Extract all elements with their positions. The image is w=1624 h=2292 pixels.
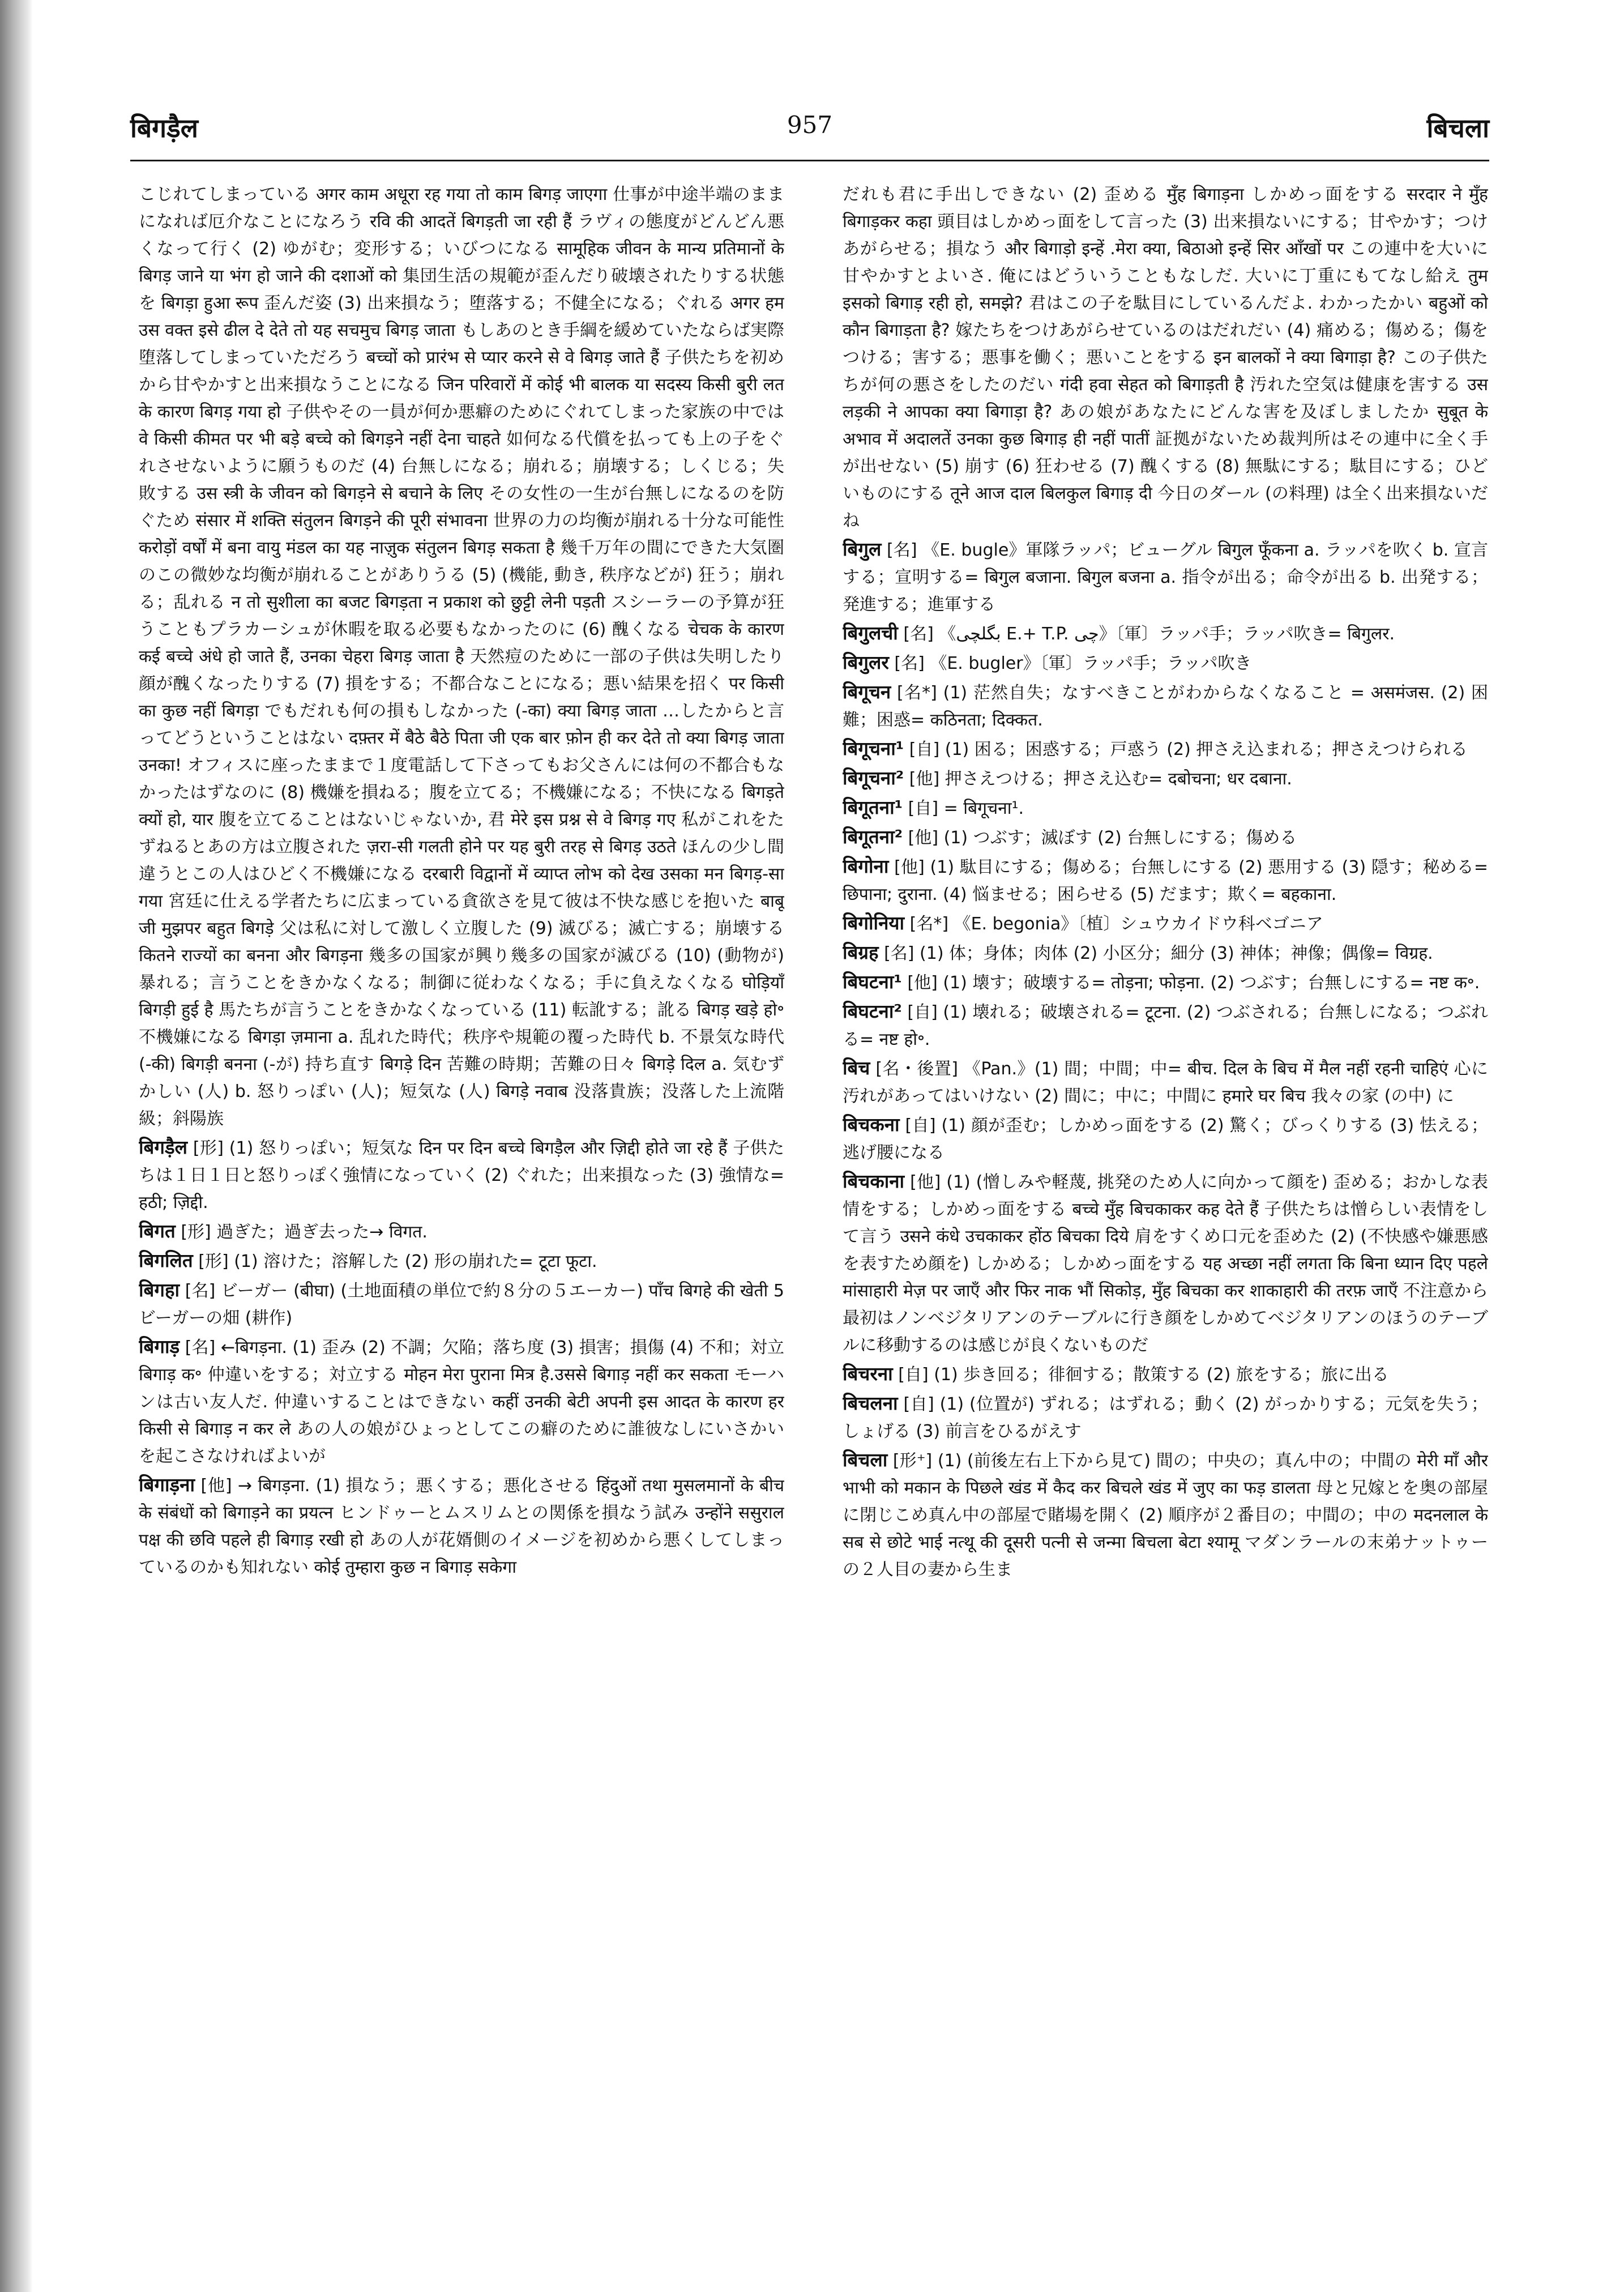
entry-headword: बिगत [139, 1220, 176, 1242]
dictionary-entry [139, 1471, 784, 1581]
entry-headword: बिगूचना² [843, 767, 904, 789]
entry-headword: बिघटना² [843, 1000, 902, 1022]
dictionary-entry [843, 998, 1488, 1053]
entry-body: [自] (1) 顔が歪む；しかめっ面をする (2) 驚く；びっくりする (3) 怯える；逃げ腰になる [843, 1116, 1488, 1163]
left-guide-word: बिगड़ैल [130, 113, 198, 143]
entry-headword: बिगड़ैल [139, 1136, 187, 1158]
dictionary-entry [843, 853, 1488, 908]
dictionary-entry [843, 180, 1488, 535]
dictionary-entry [843, 823, 1488, 852]
dictionary-entry [843, 794, 1488, 822]
entry-body: [名] ビーガー (बीघा) (土地面積の単位で約８分の５エーカー) पाँच बिगहे की खेती 5 ビーガーの畑 (耕作) [139, 1281, 784, 1328]
dictionary-entry [843, 1111, 1488, 1167]
entry-body: [自] (1) 壊れる；破壊される= टूटना. (2) つぶされる；台無しになる；つぶれる= नष्ट हो॰. [843, 1002, 1488, 1049]
entry-headword: बिगाड़ [139, 1335, 180, 1358]
page-header [130, 108, 1489, 159]
entry-headword: बिचकना [843, 1113, 900, 1136]
right-column [843, 180, 1488, 2270]
entry-body: [形] 過ぎた；過ぎ去った→ विगत. [181, 1222, 428, 1242]
entry-body: [名] 《بگلچی E.+ T.P. چی》〔軍〕ラッパ手；ラッパ吹き= बिगुलर. [903, 624, 1395, 644]
dictionary-entry [843, 1360, 1488, 1389]
dictionary-entry [843, 620, 1488, 648]
entry-body: [形] (1) 怒りっぽい；短気な दिन पर दिन बच्चे बिगड़ैल और ज़िद्दी होते जा रहे हैं 子供たちは１日１日と怒りっぽく強情になっていく (2) ぐれた；出来損なった (3) 強情な= हठी; ज़िद्दी. [139, 1138, 784, 1213]
dictionary-entry [843, 939, 1488, 967]
entry-headword: बिगाड़ना [139, 1474, 195, 1496]
entry-body: [自] (1) (位置が) ずれる；はずれる；動く (2) がっかりする；元気を失う；しょげる (3) 前言をひるがえす [843, 1394, 1488, 1441]
entry-body: [他] 押さえつける；押さえ込む= दबोचना; धर दबाना. [909, 769, 1292, 789]
entry-body: [自] (1) 困る；困惑する；戸惑う (2) 押さえ込まれる；押さえつけられる [909, 740, 1468, 759]
entry-headword: बिगुलर [843, 651, 889, 673]
dictionary-entry [843, 1446, 1488, 1584]
entry-body: [他] → बिगड़ना. (1) 損なう；悪くする；悪化させる हिंदुओं तथा मुसलमानों के बीच के संबंधों को बिगाड़ने का प्रयत्न ヒンドゥーとムスリムとの関係を損なう試み उन्होंने ससुराल पक्ष की छवि पहले ही बिगाड़ रखी हो あの人が花婿側のイメージを初めから悪くしてしまっているのかも知れない कोई तुम्हारा कुछ न बिगाड़ सकेगा [139, 1476, 784, 1577]
dictionary-entry [843, 1390, 1488, 1445]
header-rule [130, 160, 1489, 161]
dictionary-entry [139, 1247, 784, 1275]
dictionary-entry [139, 1218, 784, 1246]
entry-body: [自] (1) 歩き回る；徘徊する；散策する (2) 旅をする；旅に出る [898, 1365, 1389, 1385]
dictionary-entry [843, 910, 1488, 938]
entry-body: だれも君に手出しできない (2) 歪める मुँह बिगाड़ना しかめっ面をする सरदार ने मुँह बिगाड़कर कहा 頭目はしかめっ面をして言った (3) 出来損ないにする；甘やかす；つけあがらせる；損なう और बिगाड़ो इन्हें .मेरा क्या, बिठाओ इन्हें सिर आँखों पर この連中を大いに甘やかすとよいさ. 俺にはどういうこともなしだ. 大いに丁重にもてなし給え तुम इसको बिगाड़ रही हो, समझे? 君はこの子を駄目にしているんだよ. わかったかい बहुओं को कौन बिगाड़ता है? 嫁たちをつけあがらせているのはだれだい (4) 痛める；傷める；傷をつける；害する；悪事を働く；悪いことをする इन बालकों ने क्या बिगाड़ा है? この子供たちが何の悪さをしたのだい गंदी हवा सेहत को बिगाड़ती है 汚れた空気は健康を害する उस लड़की ने आपका क्या बिगाड़ा है? あの娘があなたにどんな害を及ぼしましたか सुबूत के अभाव में अदालतें उनका कुछ बिगाड़ ही नहीं पातीं 証拠がないため裁判所はその連中に全く手が出せない (5) 崩す (6) 狂わせる (7) 醜くする (8) 無駄にする；駄目にする；ひどいものにする तूने आज दाल बिलकुल बिगाड़ दी 今日のダール (の料理) は全く出来損ないだね [843, 185, 1488, 531]
dictionary-entry [843, 678, 1488, 734]
entry-body: [他] (1) (憎しみや軽蔑, 挑発のため人に向かって顔を) 歪める；おかしな表情をする；しかめっ面をする बच्चे मुँह बिचकाकर कह देते हैं 子供たちは憎らしい表情をして言う उसने कंधे उचकाकर होंठ बिचका दिये 肩をすくめ口元を歪めた (2) (不快感や嫌悪感を表すため顔を) しかめる；しかめっ面をする यह अच्छा नहीं लगता कि बिना ध्यान दिए पहले मांसाहारी मेज़ पर जाएँ और फिर नाक भौं सिकोड़, मुँह बिचका कर शाकाहारी की तरफ़ जाएँ 不注意から最初はノンベジタリアンのテーブルに行き顔をしかめてベジタリアンのほうのテーブルに移動するのは感じが良くないものだ [843, 1172, 1488, 1355]
entry-body: [他] (1) 壊す；破壊する= तोड़ना; फोड़ना. (2) つぶす；台無しにする= नष्ट क॰. [907, 973, 1480, 993]
scan-shadow-edge [0, 0, 33, 2292]
entry-headword: बिगूतना¹ [843, 796, 903, 818]
entry-headword: बिगलित [139, 1249, 193, 1271]
dictionary-entry [843, 968, 1488, 997]
entry-body: [他] (1) つぶす；滅ぼす (2) 台無しにする；傷める [908, 828, 1297, 848]
dictionary-entry [843, 536, 1488, 618]
left-column [139, 180, 784, 2270]
entry-body: [名] ←बिगड़ना. (1) 歪み (2) 不調；欠陥；落ち度 (3) 損害；損傷 (4) 不和；対立 बिगाड़ क॰ 仲違いをする；対立する मोहन मेरा पुराना मित्र है.उससे बिगाड़ नहीं कर सकता モーハンは古い友人だ. 仲違いすることはできない कहीं उनकी बेटी अपनी इस आदत के कारण हर किसी से बिगाड़ न कर ले あの人の娘がひょっとしてこの癖のために誰彼なしにいさかいを起こさなければよいが [139, 1338, 784, 1466]
entry-headword: बिघटना¹ [843, 971, 902, 993]
entry-body: こじれてしまっている अगर काम अधूरा रह गया तो काम बिगड़ जाएगा 仕事が中途半端のままになれば厄介なことになろう रवि की आदतें बिगड़ती जा रही हैं ラヴィの態度がどんどん悪くなって行く (2) ゆがむ；変形する；いびつになる सामूहिक जीवन के मान्य प्रतिमानों के बिगड़ जाने या भंग हो जाने की दशाओं को 集団生活の規範が歪んだり破壊されたりする状態を बिगड़ा हुआ रूप 歪んだ姿 (3) 出来損なう；堕落する；不健全になる；ぐれる अगर हम उस वक्त इसे ढील दे देते तो यह सचमुच बिगड़ जाता もしあのとき手綱を緩めていたならば実際堕落してしまっていただろう बच्चों को प्रारंभ से प्यार करने से वे बिगड़ जाते हैं 子供たちを初めから甘やかすと出来損なうことになる जिन परिवारों में कोई भी बालक या सदस्य किसी बुरी लत के कारण बिगड़ गया हो 子供やその一員が何か悪癖のためにぐれてしまった家族の中では वे किसी कीमत पर भी बड़े बच्चे को बिगड़ने नहीं देना चाहते 如何なる代償を払っても上の子をぐれさせないように願うものだ (4) 台無しになる；崩れる；崩壊する；しくじる；失敗する उस स्त्री के जीवन को बिगड़ने से बचाने के लिए その女性の一生が台無しになるのを防ぐため संसार में शक्ति संतुलन बिगड़ने की पूरी संभावना 世界の力の均衡が崩れる十分な可能性 करोड़ों वर्षों में बना वायु मंडल का यह नाज़ुक संतुलन बिगड़ सकता है 幾千万年の間にできた大気圏のこの微妙な均衡が崩れることがありうる (5) (機能, 動き, 秩序などが) 狂う；崩れる；乱れる न तो सुशीला का बजट बिगड़ता न प्रकाश को छुट्टी लेनी पड़ती スシーラーの予算が狂うこともプラカーシュが休暇を取る必要もなかったのに (6) 醜くなる चेचक के कारण कई बच्चे अंधे हो जाते हैं, उनका चेहरा बिगड़ जाता है 天然痘のために一部の子供は失明したり顔が醜くなったりする (7) 損をする；不都合なことになる；悪い結果を招く पर किसी का कुछ नहीं बिगड़ा でもだれも何の損もしなかった (-का) क्या बिगड़ जाता …したからと言ってどうということはない दफ़्तर में बैठे बैठे पिता जी एक बार फ़ोन ही कर देते तो क्या बिगड़ जाता उनका! オフィスに座ったままで１度電話して下さってもお父さんには何の不都合もなかったはずなのに (8) 機嫌を損ねる；腹を立てる；不機嫌になる；不快になる बिगड़ते क्यों हो, यार 腹を立てることはないじゃないか, 君 मेरे इस प्रश्न से वे बिगड़ गए 私がこれをたずねるとあの方は立腹された ज़रा-सी गलती होने पर यह बुरी तरह से बिगड़ उठते ほんの少し間違うとこの人はひどく不機嫌になる दरबारी विद्वानों में व्याप्त लोभ को देख उसका मन बिगड़-सा गया 宮廷に仕える学者たちに広まっている貪欲さを見て彼は不快な感じを抱いた बाबू जी मुझपर बहुत बिगड़े 父は私に対して激しく立腹した (9) 滅びる；滅亡する；崩壊する कितने राज्यों का बनना और बिगड़ना 幾多の国家が興り幾多の国家が滅びる (10) (動物が) 暴れる；言うことをきかなくなる；制御に従わなくなる；手に負えなくなる घोड़ियाँ बिगड़ी हुई है 馬たちが言うことをきかなくなっている (11) 転訛する；訛る बिगड़ खड़े हो॰ 不機嫌になる बिगड़ा ज़माना a. 乱れた時代；秩序や規範の覆った時代 b. 不景気な時代 (-की) बिगड़ी बनना (-が) 持ち直す बिगड़े दिन 苦難の時期；苦難の日々 बिगड़े दिल a. 気むずかしい (人) b. 怒りっぽい (人)；短気な (人) बिगड़े नवाब 没落貴族；没落した上流階級；斜陽族 [139, 185, 784, 1129]
entry-headword: बिचलना [843, 1392, 898, 1414]
entry-body: [名*] 《E. begonia》〔植〕シュウカイドウ科ベゴニア [909, 914, 1323, 934]
dictionary-entry [843, 1055, 1488, 1110]
dictionary-entry [843, 735, 1488, 763]
entry-body: [形] (1) 溶けた；溶解した (2) 形の崩れた= टूटा फूटा. [198, 1252, 597, 1271]
entry-body: [自] = बिगूचना¹. [908, 799, 1024, 818]
dictionary-entry [139, 1277, 784, 1332]
entry-headword: बिगूचना¹ [843, 737, 904, 759]
dictionary-entry [139, 1134, 784, 1217]
dictionary-entry [139, 180, 784, 1133]
entry-body: [名・後置] 《Pan.》(1) 間；中間；中= बीच. दिल के बिच में मैल नहीं रहनी चाहिएं 心に汚れがあってはいけない (2) 間に；中に；中間に हमारे घर बिच 我々の家 (の中) に [843, 1059, 1488, 1106]
entry-headword: बिचकाना [843, 1170, 905, 1192]
entry-headword: बिच [843, 1057, 870, 1079]
dictionary-entry [843, 649, 1488, 677]
entry-headword: बिगोना [843, 855, 889, 877]
entry-headword: बिचला [843, 1449, 888, 1471]
entry-headword: बिग्रह [843, 941, 879, 963]
entry-body: [名*] (1) 茫然自失；なすべきことがわからなくなること = असमंजस. (2) 困難；困惑= कठिनता; दिक्कत. [843, 683, 1488, 730]
right-guide-word: बिचला [1426, 113, 1489, 143]
page-number: 957 [787, 111, 833, 139]
dictionary-entry [139, 1333, 784, 1470]
entry-headword: बिगोनिया [843, 912, 905, 934]
entry-body: [名] 《E. bugler》〔軍〕ラッパ手；ラッパ吹き [894, 654, 1252, 673]
entry-body: [他] (1) 駄目にする；傷める；台無しにする (2) 悪用する (3) 隠す；秘める= छिपाना; दुराना. (4) 悩ませる；困らせる (5) だます；欺く= बहकाना. [843, 857, 1488, 904]
entry-headword: बिगुलची [843, 622, 898, 644]
entry-headword: बिगुल [843, 538, 882, 560]
entry-headword: बिगूतना² [843, 826, 903, 848]
entry-headword: बिचरना [843, 1363, 893, 1385]
dictionary-entry [843, 765, 1488, 793]
entry-headword: बिगूचन [843, 681, 891, 703]
entry-body: [名] 《E. bugle》軍隊ラッパ；ビューグル बिगुल फूँकना a. ラッパを吹く b. 宣言する；宣明する= बिगुल बजाना. बिगुल बजना a. 指令が出る；命令が出る b. 出発する；発進する；進軍する [843, 540, 1488, 614]
entry-headword: बिगहा [139, 1279, 180, 1301]
entry-body: [名] (1) 体；身体；肉体 (2) 小区分；細分 (3) 神体；神像；偶像= विग्रह. [884, 944, 1433, 963]
entry-body: [形⁺] (1) (前後左右上下から見て) 間の；中央の；真ん中の；中間の मेरी माँ और भाभी को मकान के पिछले खंड में कैद कर बिचले खंड में जुए का फड़ डालता 母と兄嫁とを奥の部屋に閉じこめ真ん中の部屋で賭場を開く (2) 順序が２番目の；中間の；中の मदनलाल के सब से छोटे भाई नत्थू की दूसरी पत्नी से जन्मा बिचला बेटा श्यामू マダンラールの末弟ナットゥーの２人目の妻から生ま [843, 1451, 1488, 1580]
dictionary-entry [843, 1168, 1488, 1359]
